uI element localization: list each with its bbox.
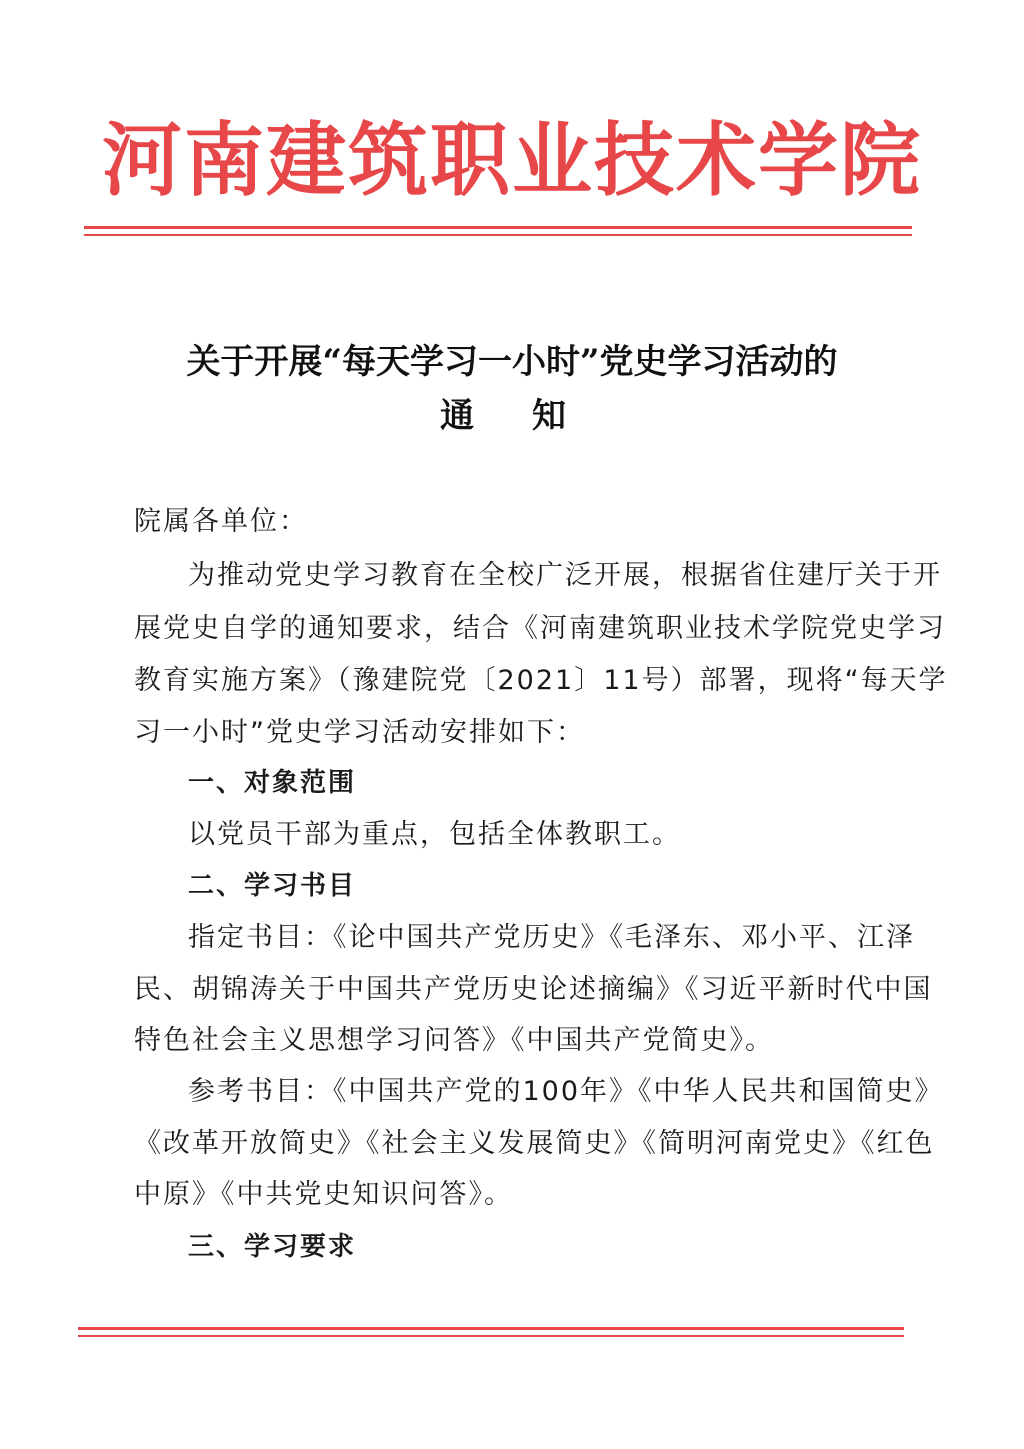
header-red-rule-thin [84, 234, 912, 236]
footer-red-rule-thin [78, 1335, 904, 1337]
intro-line: 习一小时”党史学习活动安排如下： [134, 717, 585, 748]
section-heading-requirements: 三、学习要求 [188, 1232, 357, 1262]
intro-line: 为推动党史学习教育在全校广泛开展，根据省住建厅关于开 [188, 560, 942, 591]
section-heading-scope: 一、对象范围 [188, 768, 357, 798]
reference-books-line: 中原》《中共党史知识问答》。 [134, 1179, 513, 1210]
designated-books-line: 指定书目：《论中国共产党历史》《毛泽东、邓小平、江泽 [188, 922, 915, 953]
institution-masthead: 河南建筑职业技术学院 [102, 113, 922, 207]
reference-books-line: 《改革开放简史》《社会主义发展简史》《简明河南党史》《红色 [134, 1128, 935, 1159]
salutation: 院属各单位： [134, 506, 308, 537]
intro-line: 教育实施方案》（豫建院党〔2021〕11号）部署，现将“每天学 [134, 665, 948, 696]
footer-red-rule-thick [78, 1327, 904, 1330]
designated-books-line: 民、胡锦涛关于中国共产党历史论述摘编》《习近平新时代中国 [134, 974, 933, 1005]
section-heading-books: 二、学习书目 [188, 871, 357, 901]
section-scope-text: 以党员干部为重点，包括全体教职工。 [188, 819, 681, 850]
notice-title-line-1: 关于开展“每天学习一小时”党史学习活动的 [186, 342, 838, 382]
intro-line: 展党史自学的通知要求，结合《河南建筑职业技术学院党史学习 [134, 613, 946, 644]
notice-title-line-2: 通知 [440, 396, 624, 436]
reference-books-line: 参考书目：《中国共产党的100年》《中华人民共和国简史》 [188, 1076, 944, 1107]
header-red-rule-thick [84, 226, 912, 229]
designated-books-line: 特色社会主义思想学习问答》《中国共产党简史》。 [134, 1025, 774, 1056]
